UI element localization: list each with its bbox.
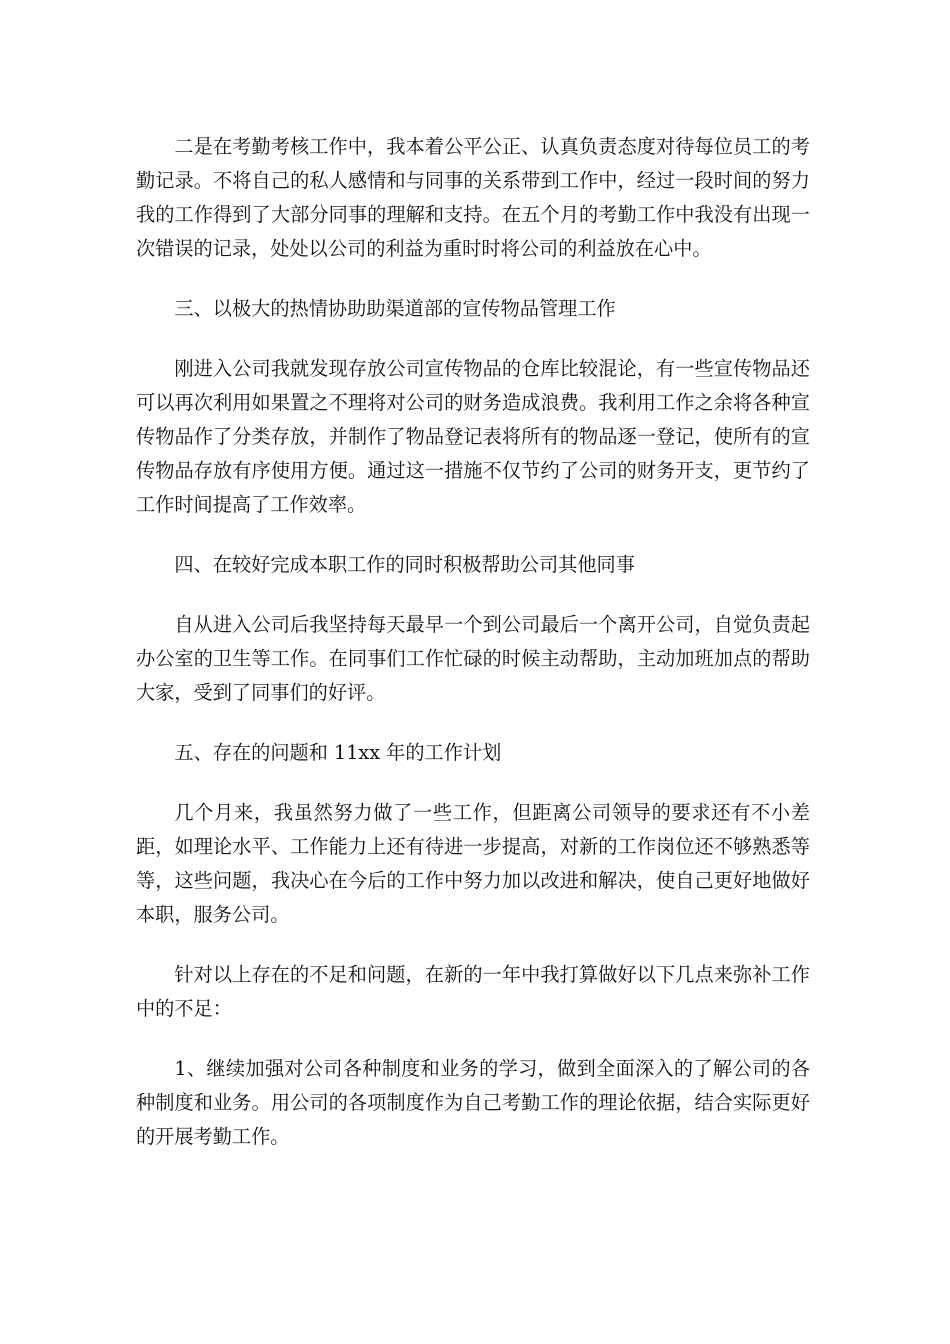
paragraph-problems: 几个月来，我虽然努力做了一些工作，但距离公司领导的要求还有不小差距，如理论水平、工作能力上还有待进一步提高，对新的工作岗位还不够熟悉等等，这些问题，我决心在今后的工作中努力加以改进和解决，使自己更好地做好本职，服务公司。 (136, 801, 810, 926)
section-heading-4: 四、在较好完成本职工作的同时积极帮助公司其他同事 (174, 553, 635, 576)
paragraph-plan-intro: 针对以上存在的不足和问题，在新的一年中我打算做好以下几点来弥补工作中的不足： (136, 963, 810, 1020)
paragraph-promo-materials: 刚进入公司我就发现存放公司宣传物品的仓库比较混论，有一些宣传物品还可以再次利用如果置之不理将对公司的财务造成浪费。我利用工作之余将各种宣传物品作了分类存放，并制作了物品登记表将所有的物品逐一登记，使所有的宣传物品存放有序使用方便。通过这一措施不仅节约了公司的财务开支，更节约了工作时间提高了工作效率。 (136, 357, 810, 516)
document-body (136, 130, 810, 1180)
section-heading-3: 三、以极大的热情协助助渠道部的宣传物品管理工作 (174, 297, 616, 320)
paragraph-attendance-review: 二是在考勤考核工作中，我本着公平公正、认真负责态度对待每位员工的考勤记录。不将自己的私人感情和与同事的关系带到工作中，经过一段时间的努力我的工作得到了大部分同事的理解和支持。在五个月的考勤工作中我没有出现一次错误的记录，处处以公司的利益为重时时将公司的利益放在心中。 (136, 135, 810, 260)
section-heading-5: 五、存在的问题和 11xx 年的工作计划 (174, 741, 502, 764)
paragraph-plan-item-1: 1、继续加强对公司各种制度和业务的学习，做到全面深入的了解公司的各种制度和业务。用公司的各项制度作为自己考勤工作的理论依据，结合实际更好的开展考勤工作。 (136, 1057, 810, 1148)
paragraph-helping-colleagues: 自从进入公司后我坚持每天最早一个到公司最后一个离开公司，自觉负责起办公室的卫生等工作。在同事们工作忙碌的时候主动帮助，主动加班加点的帮助大家，受到了同事们的好评。 (136, 613, 810, 704)
